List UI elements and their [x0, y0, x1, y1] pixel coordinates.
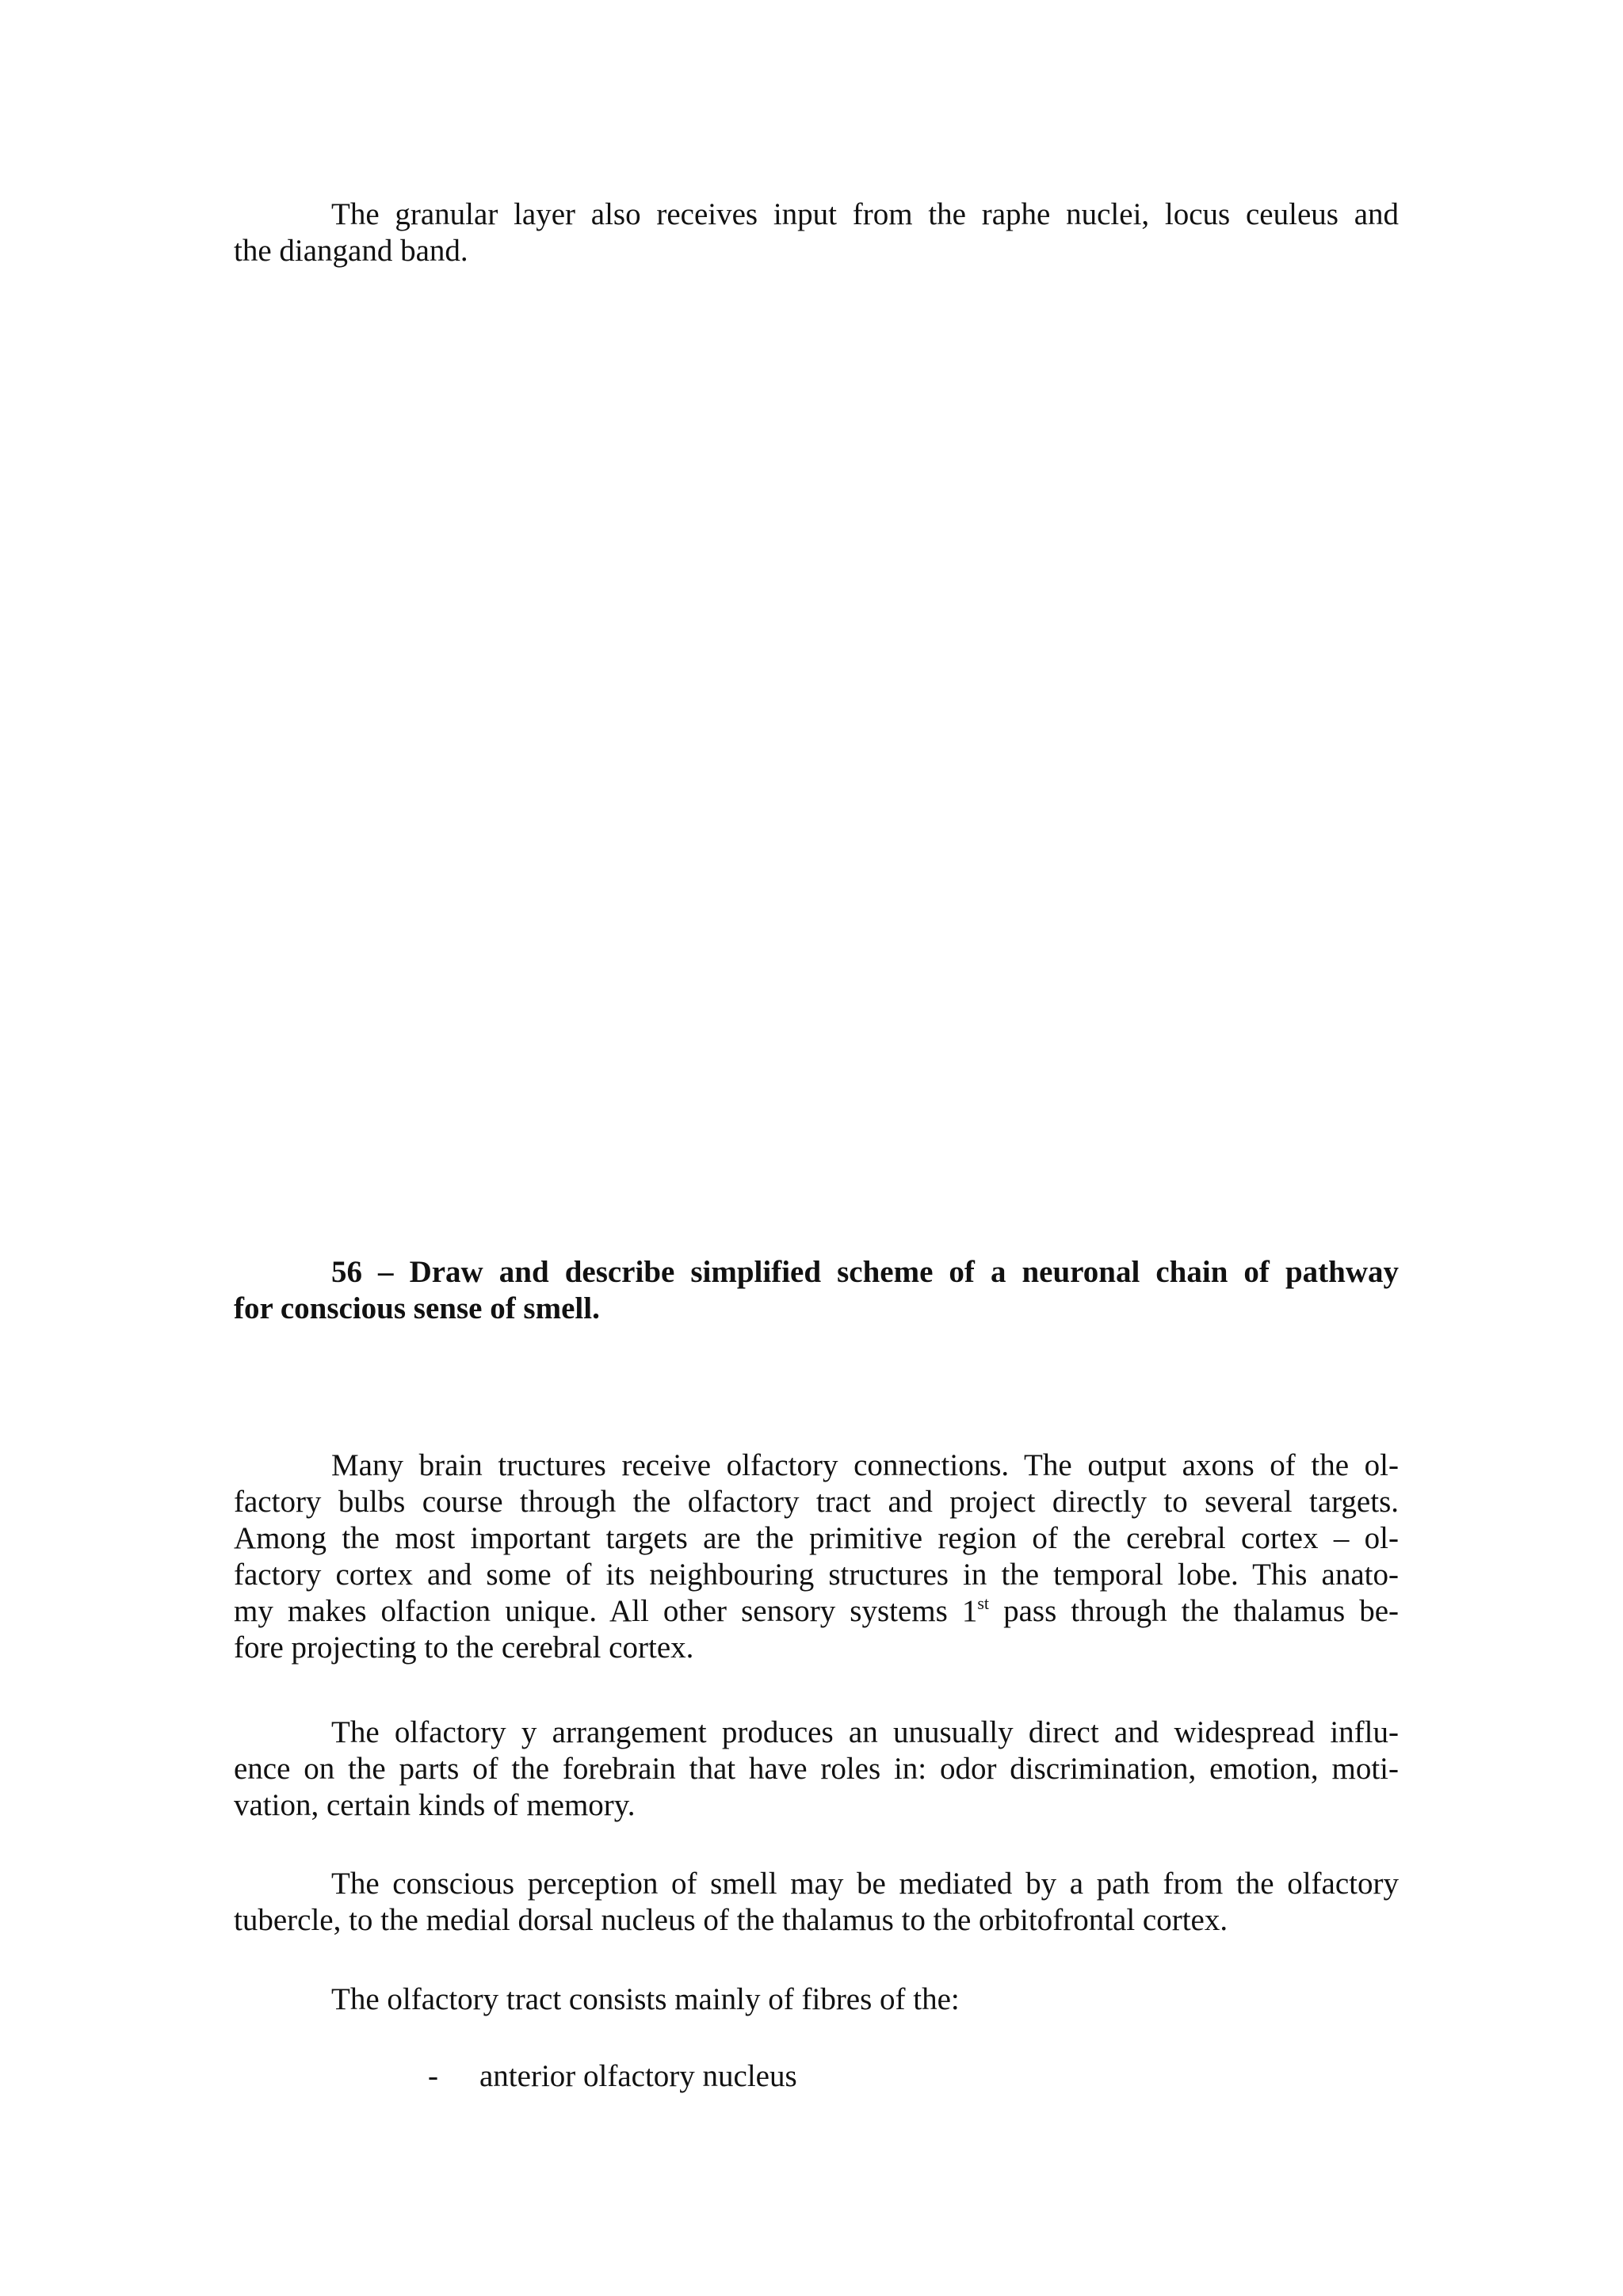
- text-line: factory bulbs course through the olfactory tract and project directly to several targets.: [234, 1485, 1399, 1519]
- text-line: vation, certain kinds of memory.: [234, 1788, 636, 1822]
- text-line: fore projecting to the cerebral cortex.: [234, 1630, 694, 1665]
- question-heading: [234, 1254, 1399, 1327]
- paragraph-conscious-perception: [234, 1866, 1399, 1939]
- paragraph-granular-layer: [234, 196, 1399, 269]
- text-line: The olfactory tract consists mainly of fibres of the:: [331, 1982, 960, 2016]
- text-line-with-superscript: [234, 1593, 1399, 1630]
- paragraph-olfactory-tract: [234, 1981, 1399, 2018]
- text-line: factory cortex and some of its neighbouring structures in the temporal lobe. This anato-: [234, 1558, 1399, 1592]
- paragraph-olfactory-arrangement: [234, 1714, 1399, 1824]
- text-line: The olfactory y arrangement produces an unusually direct and widespread influ-: [331, 1715, 1399, 1749]
- text-fragment: my makes olfaction unique. All other sensory systems 1: [234, 1594, 978, 1628]
- text-line: The conscious perception of smell may be mediated by a path from the olfactory: [331, 1867, 1399, 1901]
- list-item: [428, 2058, 797, 2095]
- text-fragment: pass through the thalamus be-: [989, 1594, 1399, 1628]
- list-dash: -: [428, 2059, 438, 2093]
- paragraph-olfactory-connections: [234, 1447, 1399, 1666]
- text-line: tubercle, to the medial dorsal nucleus of the thalamus to the orbitofrontal cortex.: [234, 1903, 1228, 1937]
- list-item-text: anterior olfactory nucleus: [479, 2059, 797, 2093]
- text-line: Among the most important targets are the primitive region of the cerebral cortex – ol-: [234, 1521, 1399, 1555]
- text-line: ence on the parts of the forebrain that have roles in: odor discrimination, emotion, moti-: [234, 1752, 1399, 1786]
- ordinal-superscript: st: [977, 1593, 990, 1613]
- heading-line: 56 – Draw and describe simplified scheme of a neuronal chain of pathway: [331, 1255, 1399, 1289]
- heading-line: for conscious sense of smell.: [234, 1291, 600, 1325]
- text-line: the diangand band.: [234, 234, 468, 268]
- text-line: Many brain tructures receive olfactory connections. The output axons of the ol-: [331, 1448, 1399, 1482]
- text-line: The granular layer also receives input from the raphe nuclei, locus ceuleus and: [331, 197, 1399, 231]
